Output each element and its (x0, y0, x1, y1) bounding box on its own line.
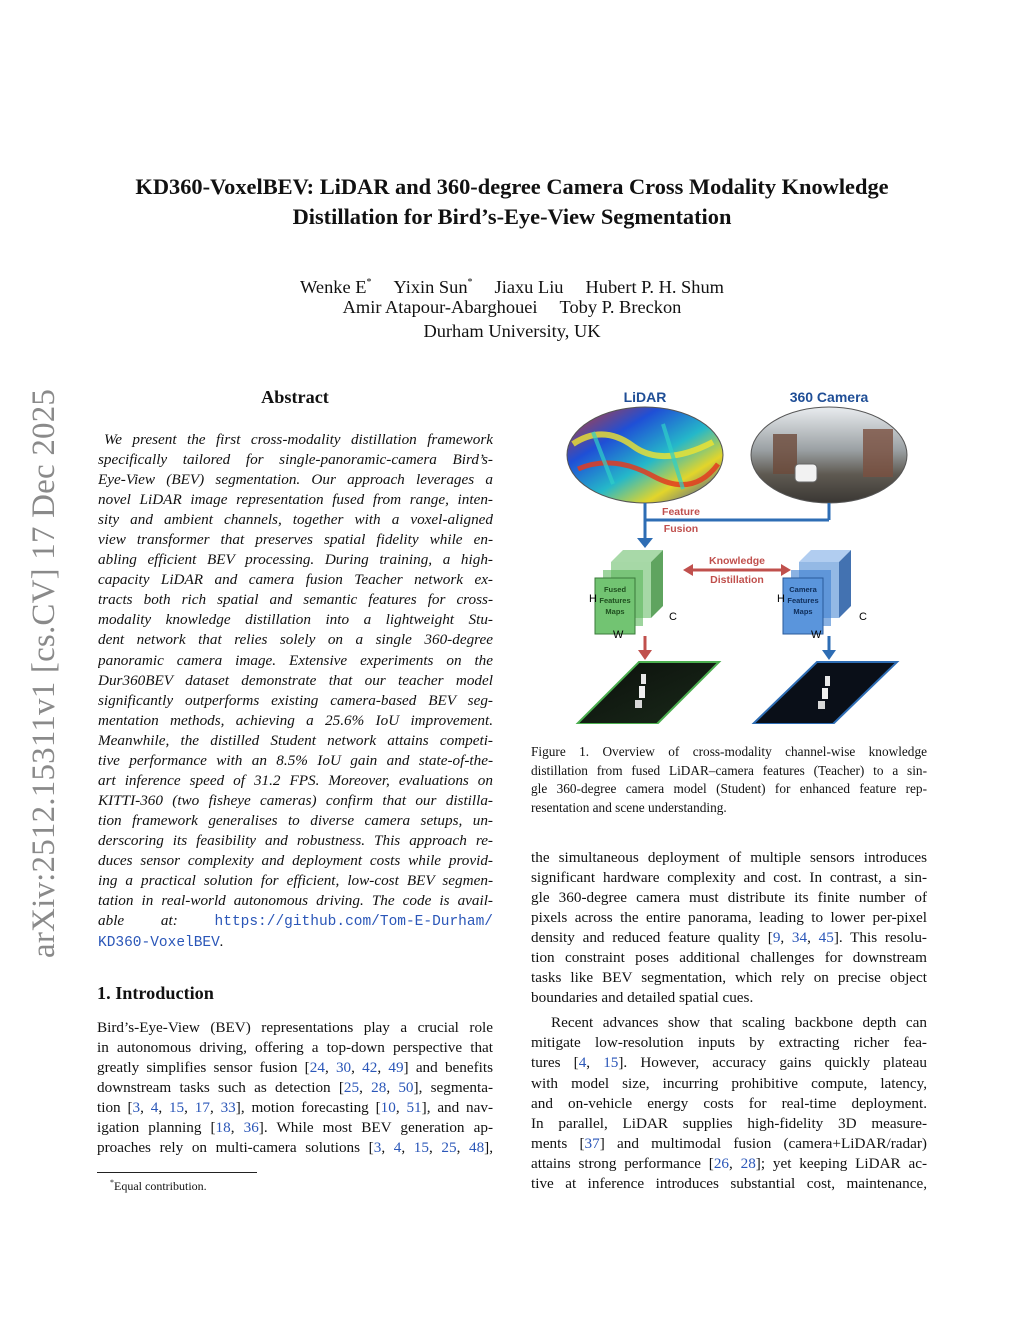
author-name: Amir Atapour-Abarghouei (342, 297, 538, 317)
intro-line: greatly simplifies sensor fusion [24, 30, 42, 49] and benefits (97, 1059, 493, 1077)
abstract-body (98, 430, 493, 953)
body-line: tive at inference introduces substantial cost, maintenance, (531, 1174, 927, 1192)
abstract-line: dent network that relies solely on a single 360-degree (98, 631, 493, 649)
body-line: density and reduced feature quality [9, 34, 45]. This resolu- (531, 929, 927, 947)
abstract-line: Eye-View (BEV) segmentation. Our approach leverages a (98, 471, 493, 489)
lidar-label: LiDAR (623, 389, 667, 405)
body-line: Recent advances show that scaling backbone depth can (551, 1014, 927, 1032)
abstract-line: modality knowledge distillation into a lightweight Stu- (98, 611, 493, 629)
abstract-line: tion framework generalises to diverse camera setups, un- (98, 811, 493, 829)
abstract-line: capacity LiDAR and camera fusion Teacher network ex- (98, 571, 493, 589)
abstract-line: Meanwhile, the distilled Student network attains competi- (98, 731, 493, 749)
teacher-bev-map (577, 662, 719, 724)
abstract-code-line: able at: https://github.com/Tom-E-Durham/ (98, 912, 493, 931)
body-line: boundaries and detailed spatial cues. (531, 989, 754, 1007)
citation-link[interactable]: 4 (393, 1139, 402, 1157)
intro-line: igation planning [18, 36]. While most BEV generation ap- (97, 1119, 493, 1137)
citation-link[interactable]: 37 (584, 1134, 600, 1152)
citation-link[interactable]: 4 (578, 1054, 587, 1072)
body-line: tion constraint poses additional challenges for downstream (531, 949, 927, 967)
body-line: ments [37] and multimodal fusion (camera+LiDAR/radar) (531, 1134, 927, 1152)
abstract-line: derscoring its feasibility and robustness. This approach re- (98, 831, 493, 849)
body-line: and on-vehicle energy costs for real-time deployment. (531, 1094, 927, 1112)
camera-features-label: Camera (789, 585, 817, 594)
citation-link[interactable]: 50 (398, 1079, 414, 1097)
citation-link[interactable]: 28 (740, 1154, 756, 1172)
body-line: gle 360-degree camera must distribute its finite number of (531, 889, 927, 907)
lidar-panorama-image (567, 407, 723, 503)
citation-link[interactable]: 26 (713, 1154, 729, 1172)
body-line: tures [4, 15]. However, accuracy gains quickly plateau (531, 1054, 927, 1072)
body-line: attains strong performance [26, 28]; yet keeping LiDAR ac- (531, 1154, 927, 1172)
citation-link[interactable]: 30 (335, 1059, 352, 1077)
dim-c-teacher: C (669, 611, 677, 623)
abstract-line: Dur360BEV dataset demonstrate that our teacher model (98, 671, 493, 689)
citation-link[interactable]: 9 (772, 929, 781, 947)
caption-line: Figure 1. Overview of cross-modality channel-wise knowledge (531, 744, 927, 759)
student-bev-map (753, 662, 897, 724)
citation-link[interactable]: 28 (371, 1079, 387, 1097)
intro-line: Bird’s-Eye-View (BEV) representations play a crucial role (97, 1019, 493, 1036)
abstract-line: sity and ambient channels, together with a voxel-aligned (98, 511, 493, 529)
code-link[interactable]: https://github.com/Tom-E-Durham/ (214, 914, 493, 931)
caption-line: gle 360-degree camera model (Student) for enhanced feature rep- (531, 781, 927, 797)
abstract-line: ing a practical solution for efficient, low-cost BEV segmen- (98, 872, 493, 890)
introduction-heading: 1. Introduction (97, 983, 214, 1003)
author-line-2 (100, 295, 924, 319)
abstract-line: novel LiDAR image representation fused from range, inten- (98, 491, 493, 509)
abstract-line: specifically tailored for single-panoramic-camera Bird’s- (98, 451, 493, 469)
citation-link[interactable]: 15 (413, 1139, 429, 1157)
introduction-body (97, 1018, 493, 1158)
body-line: In parallel, LiDAR supplies high-fidelity 3D measure- (531, 1114, 927, 1132)
body-line: the simultaneous deployment of multiple sensors introduces (531, 849, 927, 866)
citation-link[interactable]: 15 (603, 1054, 619, 1072)
fused-label: Maps (605, 607, 625, 616)
citation-link[interactable]: 3 (373, 1139, 382, 1157)
citation-link[interactable]: 34 (791, 929, 808, 947)
abstract-line: duces sensor complexity and deployment costs while provid- (98, 851, 493, 869)
citation-link[interactable]: 45 (818, 929, 834, 947)
feature-fusion-label: Feature (662, 506, 700, 518)
abstract-line: We present the first cross-modality distillation framework (104, 431, 493, 448)
abstract-line: tation in real-world autonomous driving. The code is avail- (98, 892, 493, 910)
citation-link[interactable]: 17 (194, 1099, 210, 1117)
caption-line: distillation from fused LiDAR–camera features (Teacher) to a sin- (531, 762, 927, 778)
citation-link[interactable]: 25 (343, 1079, 360, 1097)
body-line: pixels across the entire panorama, leading to lower per-pixel (531, 909, 927, 927)
fused-label: Features (599, 596, 631, 605)
author-name: Hubert P. H. Shum (585, 277, 724, 297)
code-link[interactable]: KD360-VoxelBEV (98, 935, 220, 952)
author-name: Wenke E* (300, 277, 372, 297)
intro-line: tion [3, 4, 15, 17, 33], motion forecasting [10, 51], and nav- (97, 1099, 493, 1117)
abstract-line: KITTI-360 (two fisheye cameras) confirm that our distilla- (98, 791, 493, 809)
title-line-2: Distillation for Bird’s-Eye-View Segmentation (292, 204, 732, 229)
abstract-line: tracts both rich spatial and semantic features for cross- (98, 591, 493, 609)
abstract-line: significantly outperforms existing camera-based BEV seg- (98, 691, 493, 709)
abstract-heading: Abstract (261, 387, 329, 407)
citation-link[interactable]: 51 (406, 1099, 422, 1117)
camera-features-label: Features (787, 596, 819, 605)
camera-features-label: Maps (793, 607, 813, 616)
abstract-line: art inference speed of 31.2 FPS. Moreover, evaluations on (98, 771, 493, 789)
camera-panorama-image (751, 407, 907, 503)
figure-1 (533, 384, 927, 724)
paper-title (100, 172, 924, 232)
citation-link[interactable]: 4 (150, 1099, 159, 1117)
dim-h-teacher: H (589, 593, 597, 605)
citation-link[interactable]: 3 (132, 1099, 141, 1117)
student-output-arrow (822, 636, 836, 660)
footnote-rule (97, 1172, 257, 1173)
dim-w-student: W (811, 629, 822, 641)
title-line-1: KD360-VoxelBEV: LiDAR and 360-degree Camera Cross Modality Knowledge (135, 174, 889, 199)
abstract-code-line-2: KD360-VoxelBEV. (98, 933, 224, 952)
citation-link[interactable]: 18 (215, 1119, 231, 1137)
figure-diagram (533, 384, 927, 724)
body-line: with model size, incurring prohibitive compute, latency, (531, 1074, 927, 1092)
abstract-line: tive performance with an 8.5% IoU gain and state-of-the- (98, 751, 493, 769)
figure-caption (531, 743, 927, 817)
affiliation: Durham University, UK (423, 321, 601, 341)
author-name: Yixin Sun* (393, 277, 473, 297)
intro-line: proaches rely on multi-camera solutions [3, 4, 15, 25, 48], (97, 1139, 493, 1157)
camera-label: 360 Camera (789, 389, 869, 405)
dim-c-student: C (859, 611, 867, 623)
author-name: Jiaxu Liu (494, 277, 564, 297)
abstract-line: panoramic camera image. Extensive experiments on the (98, 651, 493, 669)
right-column-body (531, 848, 927, 1194)
abstract-line: view transformer that preserves spatial fidelity while en- (98, 531, 493, 549)
body-line: mitigate low-resolution inputs by extracting richer fea- (531, 1034, 927, 1052)
fused-label: Fused (603, 585, 627, 594)
caption-line: resentation and scene understanding. (531, 799, 727, 815)
abstract-line: mentation methods, achieving a 25.6% IoU improvement. (98, 711, 493, 729)
citation-link[interactable]: 36 (243, 1119, 259, 1137)
citation-link[interactable]: 24 (309, 1059, 325, 1077)
knowledge-distillation-label: Distillation (710, 574, 764, 586)
body-line: significant hardware complexity and cost. In contrast, a sin- (531, 869, 927, 887)
citation-link[interactable]: 15 (168, 1099, 185, 1117)
teacher-output-arrow (638, 636, 652, 660)
citation-link[interactable]: 49 (388, 1059, 404, 1077)
dim-w-teacher: W (613, 629, 624, 641)
citation-link[interactable]: 25 (441, 1139, 457, 1157)
knowledge-distillation-label: Knowledge (708, 555, 766, 567)
intro-line: downstream tasks such as detection [25, 28, 50], segmenta- (97, 1079, 493, 1097)
dim-h-student: H (777, 593, 785, 605)
citation-link[interactable]: 42 (362, 1059, 378, 1077)
footnote: *Equal contribution. (110, 1178, 207, 1193)
body-line: tasks like BEV segmentation, which rely on precise object (531, 969, 927, 987)
feature-fusion-label: Fusion (663, 523, 699, 535)
citation-link[interactable]: 48 (468, 1139, 485, 1157)
intro-line: in autonomous driving, offering a top-down perspective that (97, 1039, 493, 1057)
citation-link[interactable]: 10 (380, 1099, 396, 1117)
abstract-line: abling efficient BEV processing. During training, a high- (98, 551, 493, 569)
citation-link[interactable]: 33 (220, 1099, 236, 1117)
arxiv-stamp: arXiv:2512.15311v1 [cs.CV] 17 Dec 2025 (26, 388, 62, 958)
author-name: Toby P. Breckon (559, 297, 682, 317)
